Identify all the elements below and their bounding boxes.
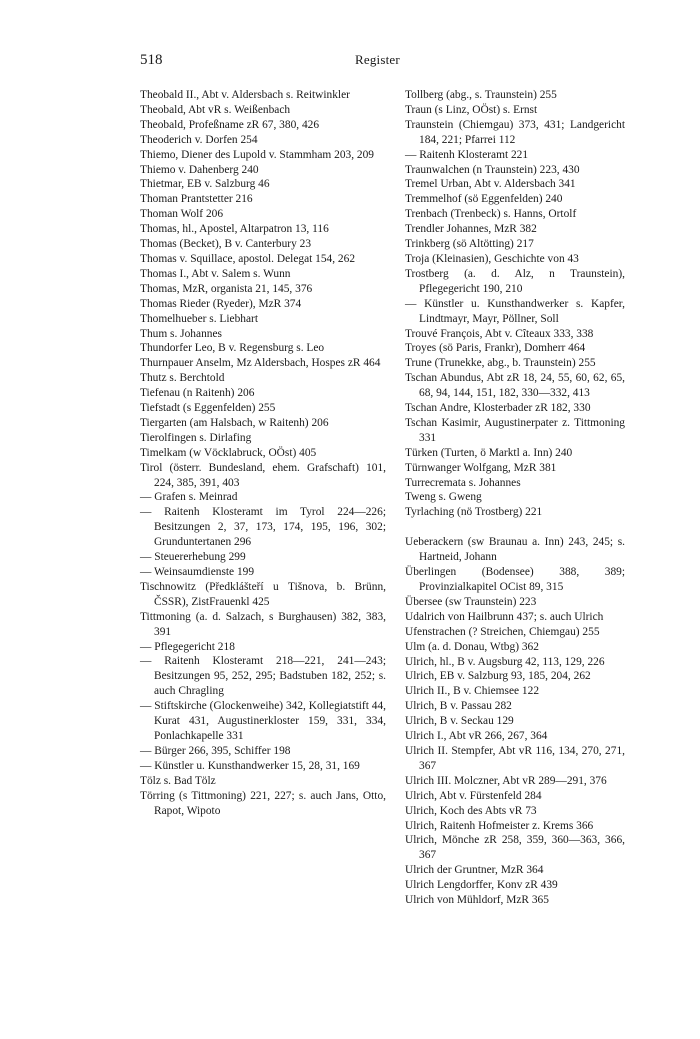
index-entry: Türken (Turten, ö Marktl a. Inn) 240 <box>405 446 573 459</box>
index-entry: Thoman Prantstetter 216 <box>140 193 253 206</box>
index-entry: Thomas, MzR, organista 21, 145, 376 <box>140 282 313 295</box>
index-entry: Tschan Andre, Klosterbader zR 182, 330 <box>405 402 591 415</box>
index-entry: Tyrlaching (nö Trostberg) 221 <box>405 506 543 519</box>
index-entry: Troja (Kleinasien), Geschichte von 43 <box>405 252 579 265</box>
index-entry: — Künstler u. Kunsthandwerker 15, 28, 31, 169 <box>140 759 360 772</box>
index-entry: Thomas Rieder (Ryeder), MzR 374 <box>140 297 302 310</box>
index-entry: Ulm (a. d. Donau, Wtbg) 362 <box>405 640 539 653</box>
index-entry: Tremmelhof (sö Eggenfelden) 240 <box>405 193 563 206</box>
index-entry: Thomas I., Abt v. Salem s. Wunn <box>140 267 291 280</box>
index-entry: Tierolfingen s. Dirlafing <box>140 431 252 444</box>
index-entry: Tirol (österr. Bundesland, ehem. Grafschaft) 101, 224, 385, 391, 403 <box>140 461 386 489</box>
index-entry: Ulrich, EB v. Salzburg 93, 185, 204, 262 <box>405 670 591 683</box>
index-entry: Tischnowitz (Předklášteří u Tišnova, b. Brünn, ČSSR), ZistFrauenkl 425 <box>140 580 386 608</box>
index-entry: Trostberg (a. d. Alz, n Traunstein), Pflegegericht 190, 210 <box>405 267 625 295</box>
index-entry: Trune (Trunekke, abg., b. Traunstein) 255 <box>405 357 596 370</box>
letter-section-gap <box>405 520 625 535</box>
index-entry: Thutz s. Berchtold <box>140 372 225 385</box>
index-entry: Trendler Johannes, MzR 382 <box>405 223 537 236</box>
index-entry: Udalrich von Hailbrunn 437; s. auch Ulrich <box>405 610 604 623</box>
index-entry: Traun (s Linz, OÖst) s. Ernst <box>405 103 538 116</box>
index-entry: Ulrich, B v. Passau 282 <box>405 700 512 713</box>
index-entry: Tremel Urban, Abt v. Aldersbach 341 <box>405 178 576 191</box>
index-entry: Tschan Kasimir, Augustinerpater z. Tittmoning 331 <box>405 416 625 444</box>
page-number: 518 <box>140 52 163 68</box>
index-entry: Timelkam (w Vöcklabruck, OÖst) 405 <box>140 446 317 459</box>
index-entry: Thiemo, Diener des Lupold v. Stammham 203, 209 <box>140 148 374 161</box>
index-entry: Thurnpauer Anselm, Mz Aldersbach, Hospes zR 464 <box>140 357 381 370</box>
index-entry: — Künstler u. Kunsthandwerker s. Kapfer, Lindtmayr, Mayr, Pöllner, Soll <box>405 297 625 325</box>
index-entry: — Raitenh Klosteramt im Tyrol 224—226; Besitzungen 2, 37, 173, 174, 195, 196, 302; Grunduntertanen 296 <box>140 506 386 549</box>
index-entry: — Steuererhebung 299 <box>140 551 246 564</box>
index-entry: Turrecremata s. Johannes <box>405 476 521 489</box>
index-entry: Übersee (sw Traunstein) 223 <box>405 595 537 608</box>
index-entry: Thiemo v. Dahenberg 240 <box>140 163 259 176</box>
index-entry: Theobald, Abt vR s. Weißenbach <box>140 103 291 116</box>
index-entry: Thomas v. Squillace, apostol. Delegat 154, 262 <box>140 252 356 265</box>
index-entry: Troyes (sö Paris, Frankr), Domherr 464 <box>405 342 586 355</box>
index-entry: Tschan Abundus, Abt zR 18, 24, 55, 60, 62, 65, 68, 94, 144, 151, 182, 330—332, 413 <box>405 372 625 400</box>
index-entry: Ulrich, Abt v. Fürstenfeld 284 <box>405 789 542 802</box>
index-column-right <box>405 88 625 908</box>
index-entry: Ulrich der Gruntner, MzR 364 <box>405 864 544 877</box>
index-entry: — Bürger 266, 395, Schiffer 198 <box>140 744 291 757</box>
index-entry: Thoman Wolf 206 <box>140 208 224 221</box>
index-entry: Törring (s Tittmoning) 221, 227; s. auch Jans, Otto, Rapot, Wipoto <box>140 789 386 817</box>
index-entry: Überlingen (Bodensee) 388, 389; Provinzialkapitel OCist 89, 315 <box>405 566 625 593</box>
index-entry: Tölz s. Bad Tölz <box>140 774 216 787</box>
index-entry: Ulrich I., Abt vR 266, 267, 364 <box>405 730 548 743</box>
index-entry: Theobald, Profeßname zR 67, 380, 426 <box>140 118 320 131</box>
index-entry: — Weinsaumdienste 199 <box>140 566 255 578</box>
index-entry: Trouvé François, Abt v. Cîteaux 333, 338 <box>405 327 594 340</box>
index-entry: Tweng s. Gweng <box>405 491 482 504</box>
index-entry: Thomelhueber s. Liebhart <box>140 312 258 325</box>
index-column-left <box>140 88 386 818</box>
index-entry: Ulrich, B v. Seckau 129 <box>405 715 514 728</box>
index-entry: Trinkberg (sö Altötting) 217 <box>405 238 534 251</box>
index-entry: — Raitenh Klosteramt 218—221, 241—243; Besitzungen 95, 252, 295; Badstuben 182, 252; s. auch Chragling <box>140 655 386 698</box>
index-entry: Tittmoning (a. d. Salzach, s Burghausen) 382, 383, 391 <box>140 610 386 638</box>
index-entry: Tiefenau (n Raitenh) 206 <box>140 387 255 400</box>
index-entry: Thietmar, EB v. Salzburg 46 <box>140 178 270 191</box>
index-entry: Thum s. Johannes <box>140 327 222 340</box>
index-entry: Ulrich, hl., B v. Augsburg 42, 113, 129, 226 <box>405 655 605 668</box>
index-entry: Trenbach (Trenbeck) s. Hanns, Ortolf <box>405 208 577 221</box>
index-entry: Traunstein (Chiemgau) 373, 431; Landgericht 184, 221; Pfarrei 112 <box>405 118 625 146</box>
index-entry: — Raitenh Klosteramt 221 <box>405 148 529 161</box>
index-entry: Theobald II., Abt v. Aldersbach s. Reitwinkler <box>140 89 350 101</box>
index-entry: — Grafen s. Meinrad <box>140 491 238 504</box>
index-entry: Theoderich v. Dorfen 254 <box>140 133 258 146</box>
index-entry: Ulrich II. Stempfer, Abt vR 116, 134, 270, 271, 367 <box>405 744 625 772</box>
index-entry: Ulrich Lengdorffer, Konv zR 439 <box>405 879 558 892</box>
index-entry: Thundorfer Leo, B v. Regensburg s. Leo <box>140 342 325 355</box>
index-entry: Traunwalchen (n Traunstein) 223, 430 <box>405 163 580 176</box>
index-entry: Ulrich von Mühldorf, MzR 365 <box>405 894 549 907</box>
index-entry: Ulrich, Raitenh Hofmeister z. Krems 366 <box>405 819 594 832</box>
index-entry: Thomas, hl., Apostel, Altarpatron 13, 116 <box>140 223 329 236</box>
index-entry: Tiefstadt (s Eggenfelden) 255 <box>140 402 276 415</box>
index-entry: Tiergarten (am Halsbach, w Raitenh) 206 <box>140 416 329 429</box>
index-entry: Ulrich, Mönche zR 258, 359, 360—363, 366, 367 <box>405 834 625 862</box>
index-entry: Thomas (Becket), B v. Canterbury 23 <box>140 238 312 251</box>
index-entry: Ulrich, Koch des Abts vR 73 <box>405 804 537 817</box>
index-entry: — Stiftskirche (Glockenweihe) 342, Kollegiatstift 44, Kurat 431, Augustinerkloster 159, 331, 334, Ponlachkapelle 331 <box>140 700 386 742</box>
index-entry: Ufenstrachen (? Streichen, Chiemgau) 255 <box>405 625 600 638</box>
index-entry: Türnwanger Wolfgang, MzR 381 <box>405 461 557 474</box>
index-entry: — Pflegegericht 218 <box>140 640 235 653</box>
running-head: Register <box>355 52 400 67</box>
index-entry: Tollberg (abg., s. Traunstein) 255 <box>405 89 557 101</box>
index-entry: Ulrich III. Molczner, Abt vR 289—291, 376 <box>405 774 607 787</box>
index-entry: Ueberackern (sw Braunau a. Inn) 243, 245; s. Hartneid, Johann <box>405 536 625 564</box>
index-entry: Ulrich II., B v. Chiemsee 122 <box>405 685 540 698</box>
